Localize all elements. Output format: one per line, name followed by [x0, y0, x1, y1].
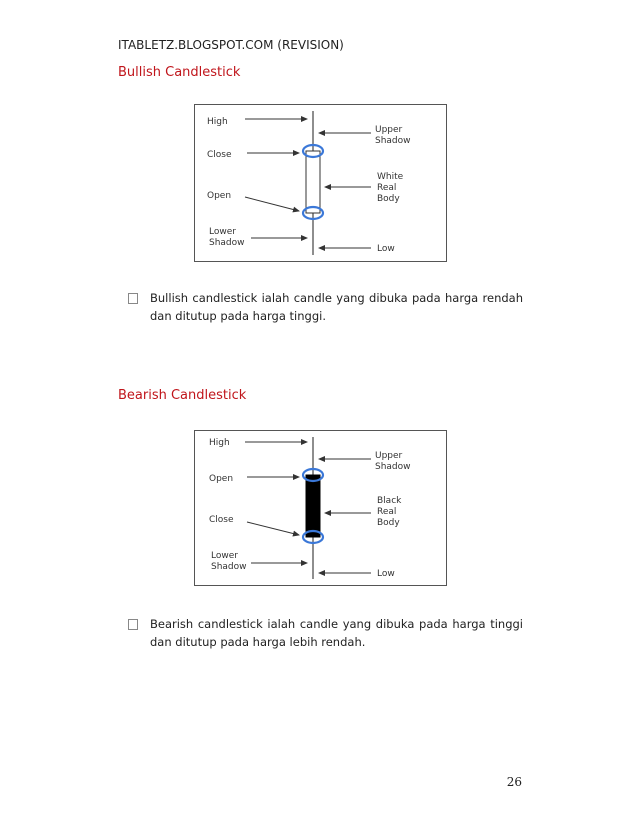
label-lower-2: Shadow: [211, 562, 247, 572]
label-low: Low: [377, 244, 395, 254]
label-close: Close: [207, 150, 232, 160]
bullish-bullet: [128, 289, 523, 325]
real-body: [306, 151, 320, 213]
bullish-diagram: [194, 104, 447, 262]
label-high: High: [207, 117, 228, 127]
label-body-2: Real: [377, 507, 397, 517]
label-upper-1: Upper: [375, 125, 403, 135]
bearish-title: Bearish Candlestick: [118, 388, 247, 403]
real-body: [306, 475, 320, 537]
label-upper-1: Upper: [375, 451, 403, 461]
label-low: Low: [377, 569, 395, 579]
label-high: High: [209, 438, 230, 448]
bullish-text: Bullish candlestick ialah candle yang dibuka pada harga rendah dan ditutup pada harga tinggi.: [150, 291, 523, 323]
label-open: Open: [207, 191, 232, 201]
arrow-close: [247, 522, 299, 535]
label-body-1: Black: [377, 496, 402, 506]
label-lower-1: Lower: [209, 227, 236, 237]
bearish-bullet: [128, 615, 523, 651]
label-lower-2: Shadow: [209, 238, 245, 248]
arrow-open: [245, 197, 299, 211]
label-body-3: Body: [377, 518, 400, 528]
bearish-diagram: [194, 430, 447, 586]
label-body-3: Body: [377, 194, 400, 204]
page-number: 26: [506, 775, 522, 789]
label-lower-1: Lower: [211, 551, 238, 561]
label-open: Open: [209, 474, 234, 484]
label-upper-2: Shadow: [375, 462, 411, 472]
label-body-2: Real: [377, 183, 397, 193]
bullish-title: Bullish Candlestick: [118, 65, 241, 80]
page-header: ITABLETZ.BLOGSPOT.COM (REVISION): [118, 38, 344, 52]
bearish-text: Bearish candlestick ialah candle yang dibuka pada harga tinggi dan ditutup pada harga lebih rendah.: [150, 617, 523, 649]
label-upper-2: Shadow: [375, 136, 411, 146]
bullet-marker: [128, 619, 138, 630]
bullet-marker: [128, 293, 138, 304]
label-close: Close: [209, 515, 234, 525]
label-body-1: White: [377, 172, 404, 182]
